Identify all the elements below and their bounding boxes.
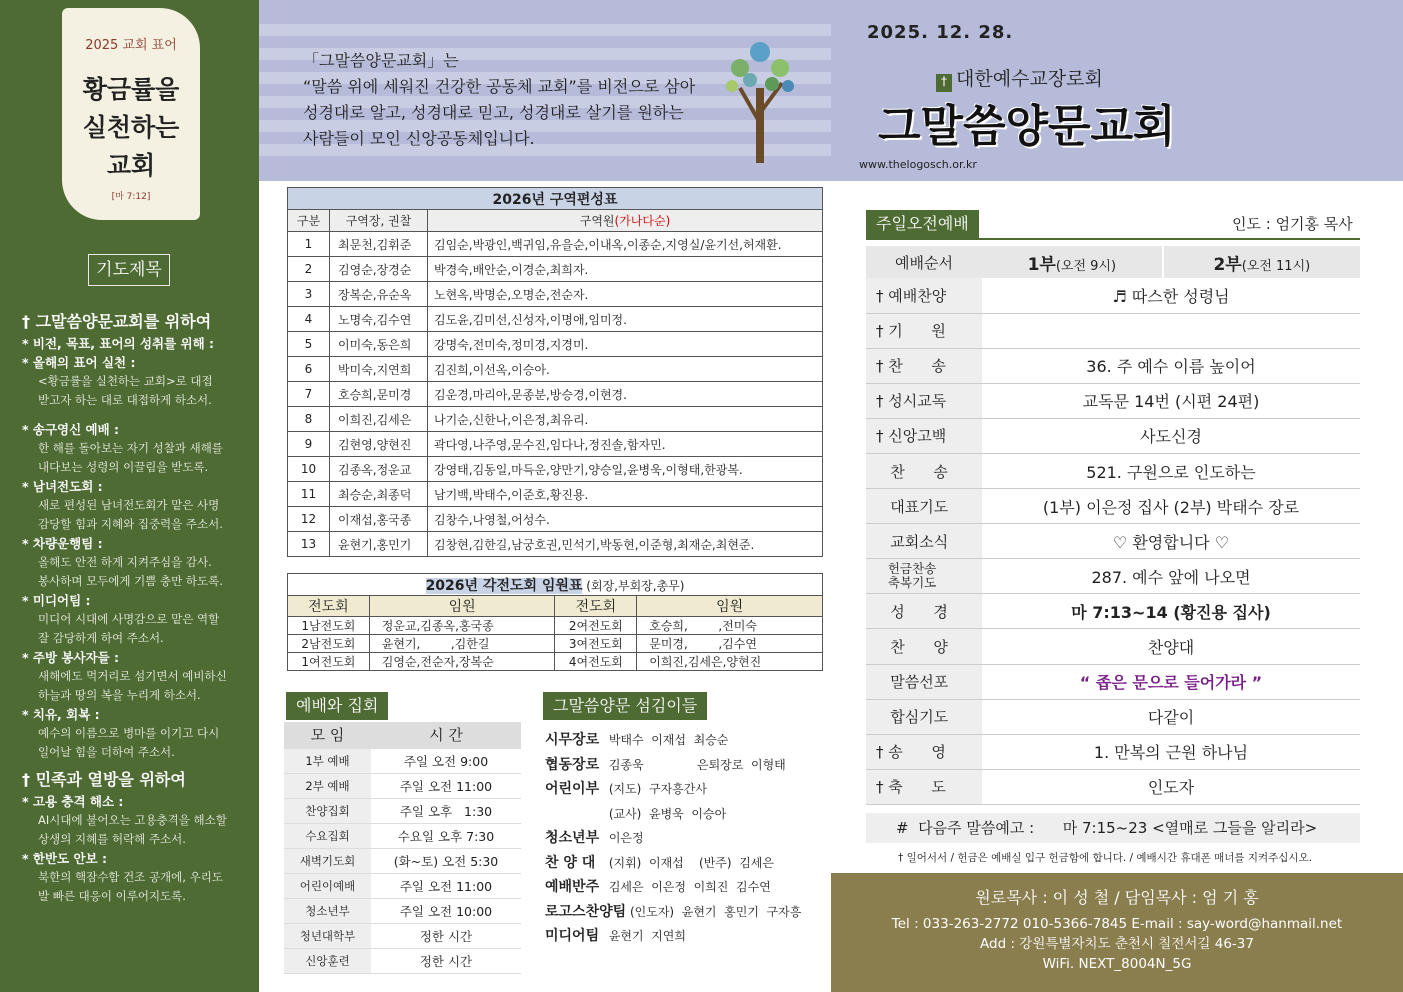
server-role: 로고스찬양팀	[545, 903, 627, 920]
district-number: 13	[288, 532, 330, 557]
table-row	[288, 407, 823, 432]
meeting-time: 정한 시간	[371, 948, 521, 973]
server-names: (교사) 윤병욱 이승아	[605, 806, 727, 821]
server-row	[545, 851, 801, 876]
worship-row	[866, 489, 1360, 524]
worship-title: 주일오전예배	[866, 210, 979, 238]
table-row	[288, 357, 823, 382]
server-names: 김종욱 은퇴장로 이형태	[605, 757, 786, 772]
table-row	[284, 823, 521, 848]
district-leaders: 김영순,장경순	[330, 257, 428, 282]
prayer-item: * 미디어팀 :	[22, 593, 91, 608]
table-row	[288, 432, 823, 457]
district-leaders: 박미숙,지연희	[330, 357, 428, 382]
meeting-name: 찬양집회	[284, 798, 371, 823]
church-name: 그말씀양문교회	[878, 101, 1176, 152]
worship-row	[866, 734, 1360, 769]
table-row	[284, 848, 521, 873]
worship-row	[866, 418, 1360, 453]
district-members: 강명숙,전미숙,정미경,지경미.	[428, 332, 823, 357]
worship-note: † 일어서서 / 헌금은 예배실 입구 헌금함에 합니다. / 예배시간 휴대폰 매너를 지켜주십시오.	[898, 852, 1313, 864]
prayer-item: 새해에도 먹거리로 섬기면서 예비하신	[38, 669, 227, 683]
prayer-item: 하늘과 땅의 복을 누리게 하소서.	[38, 688, 201, 702]
meeting-name: 2부 예배	[284, 773, 371, 798]
officers: 이희진,김세은,양현진	[637, 653, 823, 671]
prayer-item: * 올해의 표어 실천 :	[22, 355, 136, 370]
order-content: (1부) 이은정 집사 (2부) 박태수 장로	[982, 489, 1360, 524]
order-item: 헌금찬송 축복기도	[866, 559, 982, 594]
prayer-item: 한 해를 돌아보는 자기 성찰과 새해를	[38, 441, 223, 455]
server-names: 이은정	[605, 831, 644, 845]
footer	[831, 873, 1403, 992]
officers: 김영순,전순자,장복순	[369, 653, 555, 671]
district-leaders: 이미숙,동은희	[330, 332, 428, 357]
prayer-item: * 비전, 목표, 표어의 성취를 위해 :	[22, 336, 215, 351]
worship-row	[866, 348, 1360, 383]
district-members: 김창현,김한길,남궁호권,민석기,박동현,이준형,최재순,최현준.	[428, 532, 823, 557]
district-members: 김운경,마리아,문종분,방승경,이현경.	[428, 382, 823, 407]
district-number: 5	[288, 332, 330, 357]
table-row	[288, 307, 823, 332]
district-number: 7	[288, 382, 330, 407]
order-item: 합심기도	[866, 699, 982, 734]
district-leaders: 노명숙,김수연	[330, 307, 428, 332]
worship-row	[866, 559, 1360, 594]
order-content: 287. 예수 앞에 나오면	[982, 559, 1360, 594]
prayer-item: * 주방 봉사자들 :	[22, 650, 120, 665]
server-names: 김세은 이은정 이희진 김수연	[605, 880, 771, 894]
server-names: (지휘) 이재섭 (반주) 김세은	[605, 855, 774, 870]
order-item: 교회소식	[866, 524, 982, 559]
worship-row	[866, 699, 1360, 734]
meeting-time: 주일 오전 11:00	[371, 873, 521, 898]
table-row	[288, 457, 823, 482]
district-members: 노현옥,박명순,오명순,전순자.	[428, 282, 823, 307]
prayer-item: * 고용 충격 해소 :	[22, 794, 124, 809]
prayer-item: 내다보는 성령의 이끌림을 받도록.	[38, 460, 209, 474]
order-item: 말씀선포	[866, 664, 982, 699]
district-number: 11	[288, 482, 330, 507]
officers: 윤현기, ,김한길	[369, 635, 555, 653]
worship-row	[866, 278, 1360, 313]
order-item: † 성시교독	[866, 383, 982, 418]
district-number: 1	[288, 232, 330, 257]
tree-icon	[720, 28, 800, 163]
prayer-item: 미디어 시대에 사명감으로 맡은 역할	[38, 612, 220, 626]
district-leaders: 김현영,양현진	[330, 432, 428, 457]
order-content: 찬양대	[982, 629, 1360, 664]
meeting-time: 주일 오전 10:00	[371, 898, 521, 923]
meeting-name: 청년대학부	[284, 923, 371, 948]
group-name: 1여전도회	[288, 653, 370, 671]
meeting-name: 어린이예배	[284, 873, 371, 898]
prayer-item: * 남녀전도회 :	[22, 479, 103, 494]
officers: 호승희, ,전미숙	[637, 617, 823, 635]
server-names: (지도) 구자흥간사	[605, 782, 707, 796]
server-row	[545, 900, 801, 925]
motto-card	[62, 8, 200, 220]
table-row	[288, 257, 823, 282]
server-role: 청소년부	[545, 830, 600, 846]
table-row	[284, 748, 521, 773]
district-leaders: 김종옥,정운교	[330, 457, 428, 482]
table-row	[284, 798, 521, 823]
meeting-name: 신앙훈련	[284, 948, 371, 973]
order-content: 36. 주 예수 이름 높이어	[982, 348, 1360, 383]
server-names: (인도자) 윤현기 홍민기 구자흥	[626, 904, 802, 919]
address: Add : 강원특별자치도 춘천시 칠전서길 46-37	[980, 936, 1254, 952]
officers: 문미경, ,김수연	[637, 635, 823, 653]
prayer-item: * 치유, 회복 :	[22, 707, 100, 722]
prayer-item: 감당할 힘과 지혜와 집중력을 주소서.	[38, 517, 223, 531]
table-row	[288, 282, 823, 307]
order-item: 찬 양	[866, 629, 982, 664]
worship-row	[866, 524, 1360, 559]
table-row	[288, 332, 823, 357]
district-number: 3	[288, 282, 330, 307]
meeting-time: 주일 오후 1:30	[371, 798, 521, 823]
table-row	[288, 232, 823, 257]
prayer-item: 북한의 핵잠수함 건조 공개에, 우리도	[38, 870, 223, 884]
district-number: 10	[288, 457, 330, 482]
order-item: † 기 원	[866, 313, 982, 348]
district-leaders: 이희진,김세은	[330, 407, 428, 432]
servers-list	[545, 728, 801, 949]
order-item: † 축 도	[866, 769, 982, 804]
table-row	[284, 898, 521, 923]
server-row	[545, 753, 801, 778]
meeting-time: 주일 오전 9:00	[371, 748, 521, 773]
worship-row	[866, 664, 1360, 699]
table-row	[284, 923, 521, 948]
motto-text: 황금률을 실천하는 교회	[82, 75, 180, 180]
prayer-item: * 한반도 안보 :	[22, 851, 107, 866]
divider	[866, 238, 1360, 240]
order-content: 다같이	[982, 699, 1360, 734]
server-row	[545, 875, 801, 900]
district-number: 4	[288, 307, 330, 332]
table-row	[284, 948, 521, 973]
worship-row	[866, 629, 1360, 664]
prayer-item: 발 빠른 대응이 이루어지도록.	[38, 889, 186, 903]
officers: 정운교,김종옥,홍국종	[369, 617, 555, 635]
order-content: ♬ 따스한 성령님	[982, 278, 1360, 313]
group-name: 4여전도회	[555, 653, 637, 671]
order-content: “ 좁은 문으로 들어가라 ”	[982, 664, 1360, 699]
table-row	[284, 773, 521, 798]
prayer-item: † 민족과 열방을 위하여	[22, 770, 186, 789]
table-row	[288, 532, 823, 557]
meeting-time: 정한 시간	[371, 923, 521, 948]
table-row	[288, 617, 823, 635]
district-leaders: 최문천,김휘준	[330, 232, 428, 257]
prayer-item: 받고자 하는 대로 대접하게 하소서.	[38, 393, 212, 407]
district-members: 나기순,신한나,이은정,최유리.	[428, 407, 823, 432]
church-intro: 「그말씀양문교회」는 “말씀 위에 세워진 건강한 공동체 교회”를 비전으로 삼아 성경대로 알고, 성경대로 믿고, 성경대로 살기를 원하는 사람들이 모인 신앙공동체입니다.	[303, 51, 696, 148]
district-members: 김진희,이선옥,이승아.	[428, 357, 823, 382]
prayer-item: <황금률을 실천하는 교회>로 대접	[38, 374, 213, 388]
district-number: 12	[288, 507, 330, 532]
worship-leader: 인도 : 엄기홍 목사	[1232, 215, 1353, 233]
next-sermon: # 다음주 말씀예고 : 마 7:15~23 <열매로 그들을 알리라>	[866, 813, 1360, 843]
order-content: 마 7:13~14 (황진용 집사)	[982, 594, 1360, 629]
contact: Tel : 033-263-2772 010-5366-7845 E-mail : say-word@hanmail.net	[891, 916, 1343, 932]
evangelism-title: 2026년 각전도회 임원표 (회장,부회장,총무)	[288, 574, 823, 596]
order-item: 대표기도	[866, 489, 982, 524]
prayer-item	[22, 410, 252, 420]
table-row	[284, 873, 521, 898]
meeting-time: 주일 오전 11:00	[371, 773, 521, 798]
server-row	[545, 728, 801, 753]
order-content: 인도자	[982, 769, 1360, 804]
district-leaders: 장복순,유순옥	[330, 282, 428, 307]
meeting-name: 청소년부	[284, 898, 371, 923]
server-names: 박태수 이재섭 최승순	[605, 733, 729, 747]
prayer-item: AI시대에 불어오는 고용충격을 해소할	[38, 813, 227, 827]
server-role: 어린이부	[545, 781, 600, 797]
worship-row	[866, 594, 1360, 629]
district-members: 김임순,박광인,백귀임,유을순,이내옥,이종순,지영실/윤기선,허재환.	[428, 232, 823, 257]
order-item: 찬 송	[866, 453, 982, 488]
prayer-item: * 차량운행팀 :	[22, 536, 103, 551]
meeting-time: 수요일 오후 7:30	[371, 823, 521, 848]
table-row	[288, 482, 823, 507]
meeting-name: 수요집회	[284, 823, 371, 848]
order-item: † 송 영	[866, 734, 982, 769]
district-members: 곽다영,나주영,문수진,임다나,정진솔,함자민.	[428, 432, 823, 457]
district-number: 9	[288, 432, 330, 457]
prayer-item: 올해도 안전 하게 지켜주심을 감사.	[38, 555, 212, 569]
meeting-name: 새벽기도회	[284, 848, 371, 873]
prayer-title: 기도제목	[88, 254, 170, 286]
server-role: 미디어팀	[545, 928, 600, 944]
bulletin-date: 2025. 12. 28.	[867, 22, 1014, 43]
pastors: 원로목사 : 이 성 철 / 담임목사 : 엄 기 홍	[975, 888, 1259, 907]
order-content: 521. 구원으로 인도하는	[982, 453, 1360, 488]
worship-row	[866, 769, 1360, 804]
order-item: 성 경	[866, 594, 982, 629]
order-content: ♡ 환영합니다 ♡	[982, 524, 1360, 559]
district-members: 김도윤,김미선,신성자,이명애,임미정.	[428, 307, 823, 332]
meeting-time: (화~토) 오전 5:30	[371, 848, 521, 873]
district-number: 6	[288, 357, 330, 382]
meetings-table: 모 임 시 간 1부 예배 주일 오전 9:00 2부 예배 주일 오전 11:00 찬양집회 주일 오후 1:30 수요집회 수요일 오후 7:30 새벽기도회 (화~토) 오전 5:30 어린이예배 주일 오전 11:00 청소년부 주일 오전 10:00 청년대학부 정한 시간 신앙훈련 정한 시간	[284, 722, 521, 974]
order-item: † 예배찬양	[866, 278, 982, 313]
prayer-item: 상생의 지혜를 허락해 주소서.	[38, 832, 186, 846]
district-number: 8	[288, 407, 330, 432]
website-link[interactable]: www.thelogosch.or.kr	[859, 158, 977, 171]
district-members: 강영태,김동일,마득운,양만기,양승일,윤병욱,이형태,한광복.	[428, 457, 823, 482]
worship-order-table: 예배순서 1부(오전 9시) 2부(오전 11시) † 예배찬양 ♬ 따스한 성령님 † 기 원 † 찬 송 36. 주 예수 이름 높이어 † 성시교독 교독문 14번 (시편 24편) † 신앙고백 사도신경 찬 송 521. 구원으로 인도하는 대표기도 (1부) 이은정 집사 (2부) 박태수 장로 교회소식 ♡ 환영합니다 ♡ 헌금찬송 축복기도 287. 예수 앞에 나오면 성 경 마 7:13~14 (황진용 집사) 찬 양 찬양대 말씀선포 “ 좁은 문으로 들어가라 ” 합심기도 다같이 † 송 영 1. 만복의 근원 하나님 † 축 도 인도자	[866, 246, 1360, 805]
district-table: 2026년 구역편성표 구분 구역장, 권찰 구역원(가나다순) 1 최문천,김휘준 김임순,박광인,백귀임,유을순,이내옥,이종순,지영실/윤기선,허재환. 2 김영순,장경순 박경숙,배안순,이경순,최희자. 3 장복순,유순옥 노현옥,박명순,오명순,전순자. 4 노명숙,김수연 김도윤,김미선,신성자,이명애,임미정. 5 이미숙,동은희 강명숙,전미숙,정미경,지경미. 6 박미숙,지연희 김진희,이선옥,이승아. 7 호승희,문미경 김운경,마리아,문종분,방승경,이현경. 8 이희진,김세은 나기순,신한나,이은정,최유리. 9 김현영,양현진 곽다영,나주영,문수진,임다나,정진솔,함자민. 10 김종옥,정운교 강영태,김동일,마득운,양만기,양승일,윤병욱,이형태,한광복. 11 최승순,최종덕 남기백,박태수,이준호,황진용. 12 이재섭,홍국종 김창수,나영철,어성수. 13 윤현기,홍민기 김창현,김한길,남궁호권,민석기,박동현,이준형,최재순,최현준.	[287, 187, 823, 557]
meetings-title: 예배와 집회	[286, 692, 388, 720]
prayer-item: 잘 감당하게 하여 주소서.	[38, 631, 164, 645]
district-members: 박경숙,배안순,이경순,최희자.	[428, 257, 823, 282]
prayer-item: 예수의 이름으로 병마를 이기고 다시	[38, 726, 220, 740]
order-content: 1. 만복의 근원 하나님	[982, 734, 1360, 769]
cross-icon: †	[936, 74, 952, 92]
group-name: 2여전도회	[555, 617, 637, 635]
group-name: 3여전도회	[555, 635, 637, 653]
worship-row	[866, 313, 1360, 348]
server-row	[545, 802, 801, 827]
group-name: 2남전도회	[288, 635, 370, 653]
server-names: 윤현기 지연희	[605, 929, 686, 943]
server-row	[545, 924, 801, 949]
server-role: 시무장로	[545, 732, 600, 748]
district-leaders: 호승희,문미경	[330, 382, 428, 407]
left-sidebar	[0, 0, 259, 992]
district-number: 2	[288, 257, 330, 282]
order-content: 사도신경	[982, 418, 1360, 453]
district-leaders: 윤현기,홍민기	[330, 532, 428, 557]
prayer-item: † 그말씀양문교회를 위하여	[22, 312, 212, 331]
district-title: 2026년 구역편성표	[288, 188, 823, 210]
district-leaders: 최승순,최종덕	[330, 482, 428, 507]
prayer-item: * 송구영신 예배 :	[22, 422, 120, 437]
worship-row	[866, 453, 1360, 488]
table-row	[288, 653, 823, 671]
order-item: † 찬 송	[866, 348, 982, 383]
server-role: 협동장로	[545, 756, 600, 773]
district-members: 남기백,박태수,이준호,황진용.	[428, 482, 823, 507]
meeting-name: 1부 예배	[284, 748, 371, 773]
prayer-list	[22, 304, 252, 906]
order-content	[982, 313, 1360, 348]
prayer-item: 일어날 힘을 더하여 주소서.	[38, 745, 175, 759]
order-content: 교독문 14번 (시편 24편)	[982, 383, 1360, 418]
servers-title: 그말씀양문 섬김이들	[543, 692, 707, 720]
server-role: 예배반주	[545, 879, 600, 895]
prayer-item: 새로 편성된 남녀전도회가 맡은 사명	[38, 498, 220, 512]
server-row	[545, 826, 801, 851]
table-row	[288, 507, 823, 532]
motto-year: 2025 교회 표어	[85, 38, 177, 53]
server-row	[545, 777, 801, 802]
prayer-item: 봉사하며 모두에게 기쁨 충만 하도록.	[38, 574, 223, 588]
table-row	[288, 382, 823, 407]
district-leaders: 이재섭,홍국종	[330, 507, 428, 532]
wifi: WiFi. NEXT_8004N_5G	[1042, 956, 1192, 972]
group-name: 1남전도회	[288, 617, 370, 635]
order-item: † 신앙고백	[866, 418, 982, 453]
worship-row	[866, 383, 1360, 418]
motto-ref: [마 7:12]	[111, 192, 151, 202]
evangelism-table: 2026년 각전도회 임원표 (회장,부회장,총무) 전도회 임원 전도회 임원 1남전도회 정운교,김종옥,홍국종 2여전도회 호승희, ,전미숙 2남전도회 윤현기, ,김한길 3여전도회 문미경, ,김수연 1여전도회 김영순,전순자,장복순 4여전도회 이희진,김세은,양현진	[287, 573, 823, 671]
denomination: † 대한예수교장로회	[936, 64, 1103, 92]
district-members: 김창수,나영철,어성수.	[428, 507, 823, 532]
server-role: 찬 양 대	[545, 854, 596, 871]
table-row	[288, 635, 823, 653]
